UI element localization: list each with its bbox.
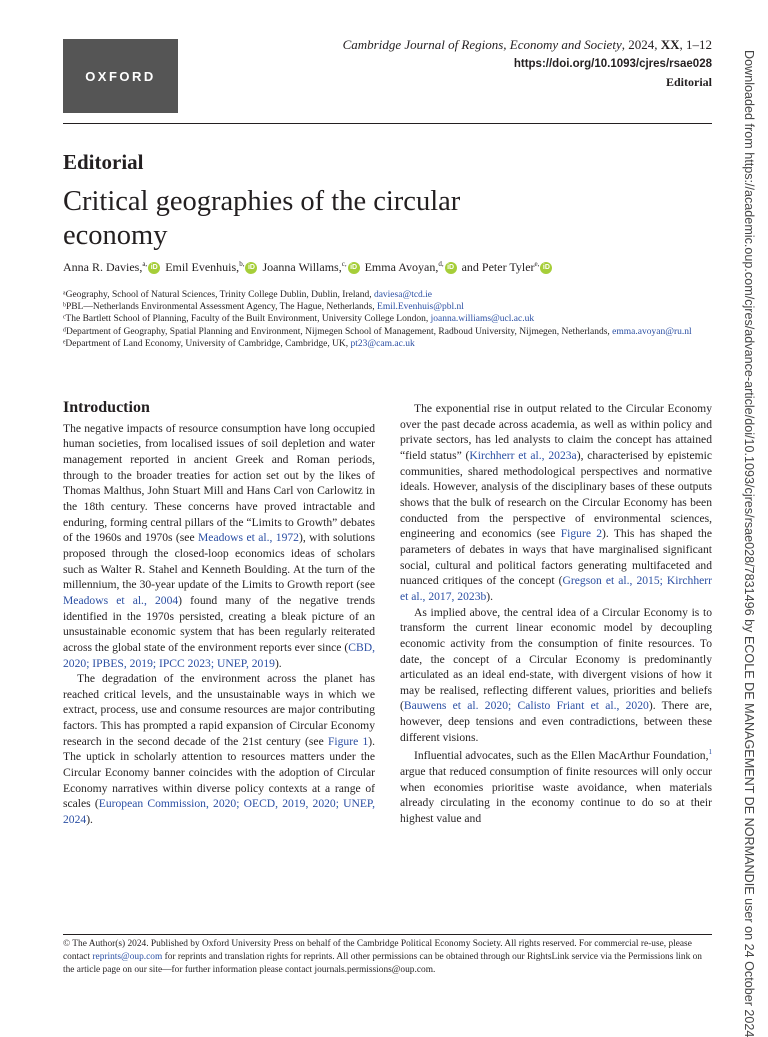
affiliation-text: ᵇPBL—Netherlands Environmental Assessment Agency, The Hague, Netherlands, (63, 302, 378, 313)
citation-link[interactable]: Meadows et al., 1972 (197, 531, 299, 545)
footnote-ref[interactable]: 1 (708, 748, 712, 757)
body-text: ). (86, 813, 93, 827)
email-link[interactable]: daviesa@tcd.ie (373, 290, 433, 300)
affiliations (63, 289, 713, 350)
author-name: Anna R. Davies, (63, 260, 143, 274)
affiliation-text: ᶜThe Bartlett School of Planning, Faculty of the Built Environment, University College London, (63, 314, 431, 325)
citation-link[interactable]: CBD, 2020; IPBES, 2019; IPCC 2023; UNEP, 2019 (63, 640, 375, 670)
body-text: The exponential rise in output related to the Circular Economy over the past decade across academia, as well as within policy and private sectors, has led analysts to claim the concept has attained “field status” ( (400, 402, 712, 462)
affiliation (63, 313, 713, 325)
citation-link[interactable]: Bauwens et al. 2020; Calisto Friant et al., 2020 (403, 699, 649, 713)
affiliation (63, 289, 713, 301)
author-affil-sup: c, (341, 260, 347, 268)
section-label: Editorial (63, 150, 144, 174)
download-watermark: Downloaded from https://academic.oup.com/cjres/advance-article/doi/10.1093/cjres/rsae028/7831496 by ECOLE DE MANAGEMENT DE NORMANDIE user on 24 October 2024 (742, 50, 756, 1037)
paragraph (63, 421, 375, 672)
copyright-footer (63, 938, 703, 976)
orcid-icon[interactable]: iD (445, 262, 457, 274)
journal-year: , 2024, (621, 37, 661, 52)
journal-name: Cambridge Journal of Regions, Economy and Society (342, 37, 622, 52)
body-text: ). (274, 656, 282, 670)
left-column (63, 400, 375, 828)
author-affil-sup: e, (534, 260, 540, 268)
footer-text: © The Author(s) 2024. Published by Oxford University Press on behalf of the Cambridge Political Economy Society. All rights reserved. For commercial re-use, please contact (63, 939, 692, 962)
body-text: The degradation of the environment across the planet has reached critical levels, and the unsustainable ways in which we extract, process, use and consume resources are major contributing factors. This has prompted a rapid expansion of Circular Economy research in the second decade of the 21st century (see (63, 672, 375, 748)
paragraph (400, 605, 712, 746)
body-text: ). The uptick in scholarly attention to resources matters under the Circular Economy banner coincides with the adoption of Circular Economy narratives within diverse policy contexts at a range of scales ( (63, 734, 376, 811)
article-title: Critical geographies of the circular economy (63, 186, 461, 251)
email-link[interactable]: Emil.Evenhuis@pbl.nl (377, 302, 464, 313)
affiliation-text: ᵉDepartment of Land Economy, University of Cambridge, Cambridge, UK, (63, 338, 351, 349)
email-link[interactable]: joanna.williams@ucl.ac.uk (430, 314, 535, 325)
paragraph (63, 671, 375, 828)
orcid-icon[interactable]: iD (348, 262, 360, 274)
header-divider (63, 123, 712, 124)
author-name: Joanna Willams, (262, 260, 342, 274)
citation-link[interactable]: Gregson et al., 2015; Kirchherr et al., 2017, 2023b (400, 574, 712, 603)
author-name: and Peter Tyler (461, 260, 535, 274)
author-list (63, 260, 554, 275)
author-affil-sup: b, (239, 260, 245, 268)
body-text: ) found many of the negative trends identified in the 1970s persisted, creating a bleak picture of an unsustainable economic system that has been regularly reiterated across the global state of the environment reports ever since ( (63, 593, 375, 654)
author-name: Emma Avoyan, (364, 260, 439, 274)
doi-link[interactable]: https://doi.org/10.1093/cjres/rsae028 (513, 58, 712, 70)
author-name: Emil Evenhuis, (165, 260, 240, 274)
body-text: ), characterised by epistemic communities, shared methodological perspectives and normative ideals. However, analysis of the disciplinary bases of these outputs shows that the bulk of research on the Circular Economy has been conducted from the perspective of environmental sciences, engineering and economics (see (400, 448, 713, 541)
paragraph (400, 745, 712, 826)
affiliation (63, 301, 713, 313)
email-link[interactable]: emma.avoyan@ru.nl (612, 326, 692, 337)
paragraph (400, 401, 712, 605)
citation-link[interactable]: Meadows et al., 2004 (63, 593, 179, 607)
body-text: argue that reduced consumption of finite resources will only occur when economies prioritise waste avoidance, when materials already circulating in the economy continue to do so at their highest value and (400, 764, 712, 825)
journal-citation (343, 37, 712, 53)
logo-text: OXFORD (85, 68, 156, 84)
affiliation (63, 326, 713, 338)
oxford-logo (63, 39, 178, 113)
citation-link[interactable]: Kirchherr et al., 2023a (469, 448, 577, 462)
orcid-icon[interactable]: iD (148, 262, 160, 274)
journal-volume: XX (660, 37, 680, 52)
affiliation-text: ᵃGeography, School of Natural Sciences, Trinity College Dublin, Dublin, Ireland, (63, 290, 374, 300)
introduction-heading: Introduction (63, 399, 150, 416)
body-text: The negative impacts of resource consumption have long occupied human societies, from localised issues of soil depletion and water management reported in ancient Greek and Roman periods, through to the broader treaties for action set out by the likes of Thomas Malthus, John Stuart Mill and Hans Carl von Carlowitz in the 18th century. These concerns have proved intractable and enduring, forming central pillars of the “Limits to Growth” debates of the 1960s and 1970s (see (63, 421, 375, 545)
citation-link[interactable]: European Commission, 2020; OECD, 2019, 2020; UNEP, 2024 (63, 797, 375, 827)
orcid-icon[interactable]: iD (540, 262, 552, 274)
reprints-email-link[interactable]: reprints@oup.com (92, 951, 163, 962)
footer-divider (63, 934, 712, 935)
journal-pages: , 1–12 (679, 37, 712, 52)
body-text: Influential advocates, such as the Ellen MacArthur Foundation, (414, 749, 709, 763)
footer-text: for reprints and translation rights for reprints. All other permissions can be obtained through our RightsLink service via the Permissions link on the article page on our site—for further information please contact journals.permissions@oup.com. (63, 951, 702, 975)
body-text: ). (486, 589, 494, 603)
affiliation (63, 338, 713, 350)
figure-link[interactable]: Figure 2 (560, 527, 603, 541)
article-type: Editorial (665, 75, 712, 89)
author-affil-sup: a, (142, 260, 148, 268)
author-affil-sup: d, (438, 260, 444, 268)
figure-link[interactable]: Figure 1 (327, 734, 369, 748)
body-text: ), with solutions proposed through the closed-loop economics ideas of scholars such as Walter R. Stahel and Kenneth Boulding. At the turn of the millennium, the 30-year update of the Limits to Growth report (see (63, 531, 375, 592)
body-text: ). There are, however, deep tensions and even contradictions, between these different visions. (400, 699, 712, 744)
affiliation-text: ᵈDepartment of Geography, Spatial Planning and Environment, Nijmegen School of Management, Radboud University, Nijmegen, Netherlands, (63, 326, 613, 337)
body-text: As implied above, the central idea of a Circular Economy is to transform the current linear economic model by decoupling economic activity from the consumption of finite resources. To date, the concept of a Circular Economy is predominantly articulated as an ideal end-state, with divergent visions of how it may be realised, reflecting different values, priorities and beliefs ( (400, 605, 712, 713)
right-column (400, 401, 712, 827)
body-text: ). This has shaped the parameters of debates in ways that have marginalised significant social, cultural and political factors generating multifaceted and nuanced critiques of the concept ( (400, 527, 712, 588)
email-link[interactable]: pt23@cam.ac.uk (350, 338, 415, 349)
orcid-icon[interactable]: iD (245, 262, 257, 274)
